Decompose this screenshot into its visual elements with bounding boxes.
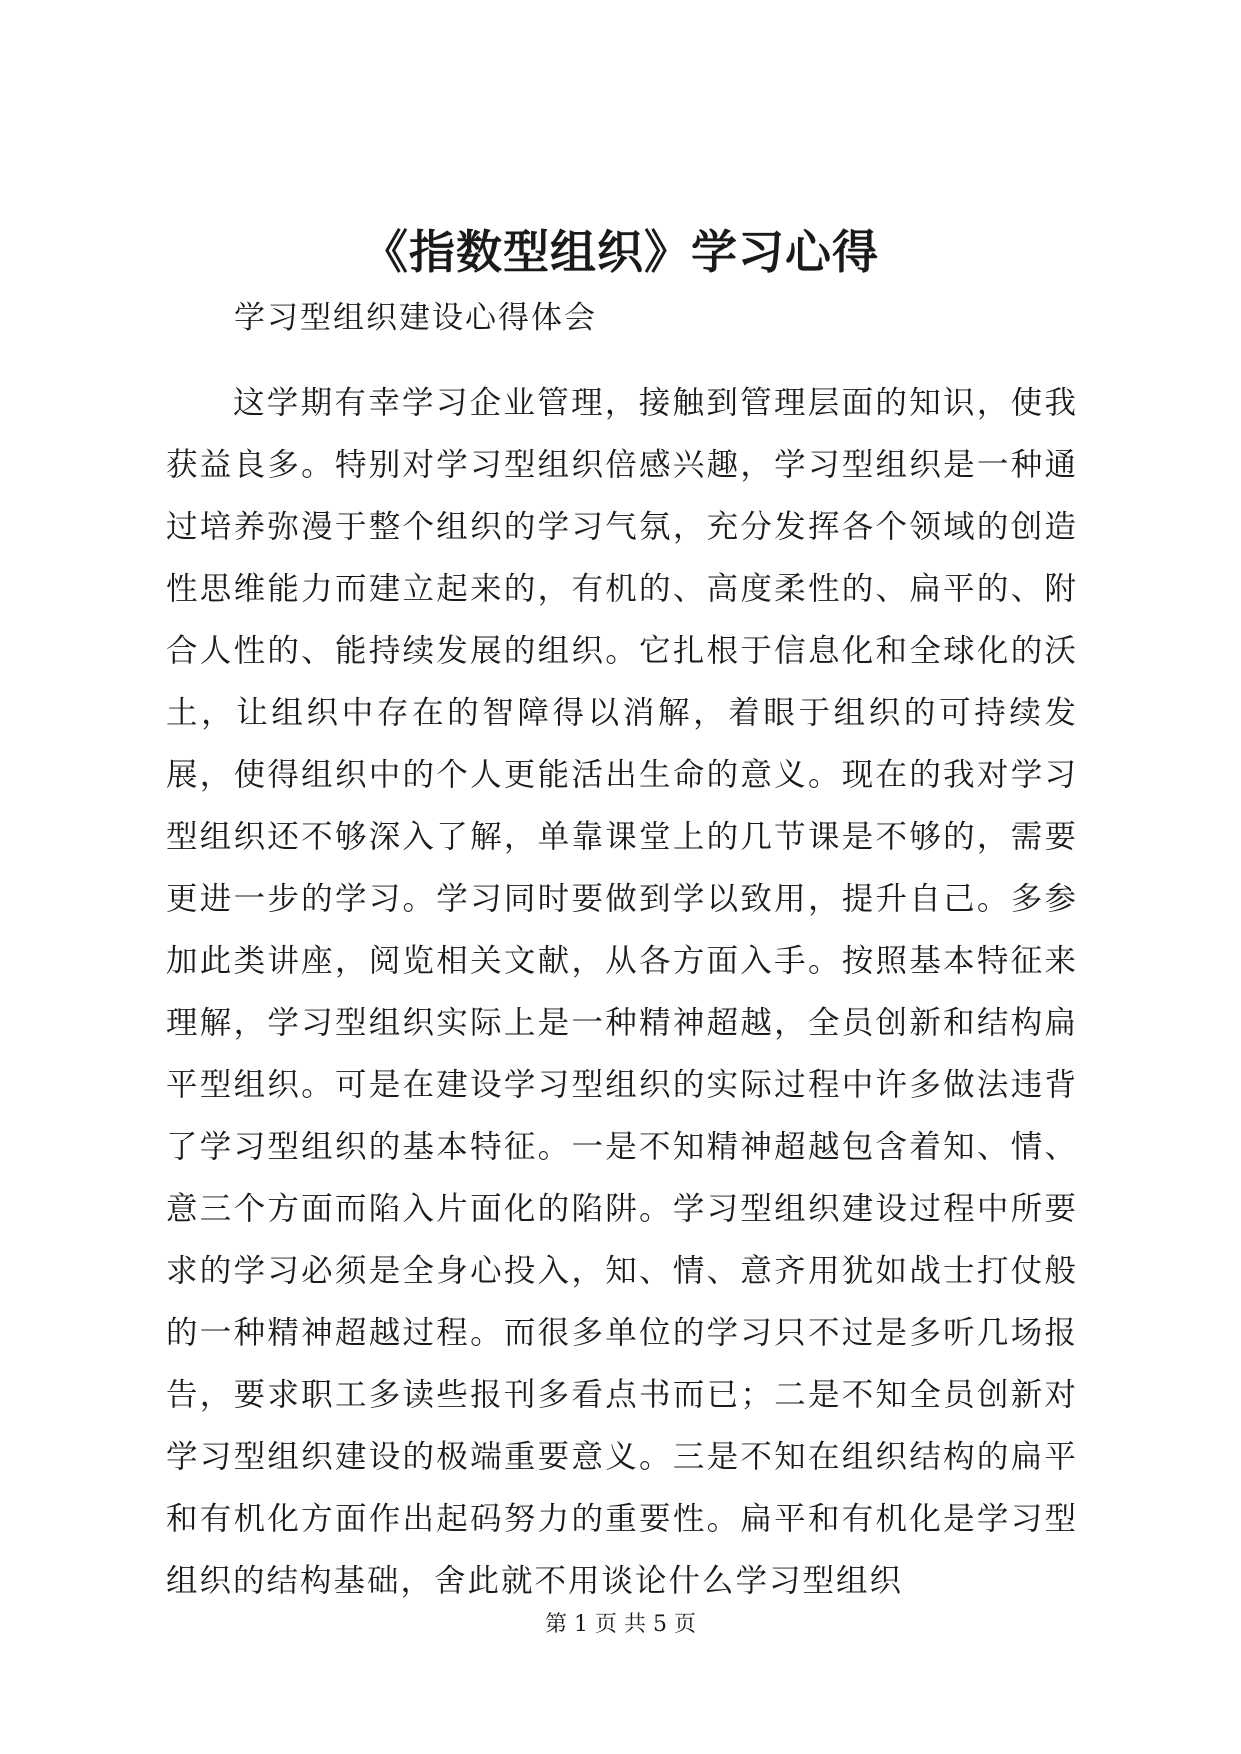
document-title: 《指数型组织》学习心得 (362, 225, 879, 279)
document-subtitle: 学习型组织建设心得体会 (234, 300, 597, 336)
document-body-paragraph: 这学期有幸学习企业管理，接触到管理层面的知识，使我获益良多。特别对学习型组织倍感兴趣，学习型组织是一种通过培养弥漫于整个组织的学习气氛，充分发挥各个领域的创造性思维能力而建立起来的，有机的、高度柔性的、扁平的、附合人性的、能持续发展的组织。它扎根于信息化和全球化的沃土，让组织中存在的智障得以消解，着眼于组织的可持续发展，使得组织中的个人更能活出生命的意义。现在的我对学习型组织还不够深入了解，单靠课堂上的几节课是不够的，需要更进一步的学习。学习同时要做到学以致用，提升自己。多参加此类讲座，阅览相关文献，从各方面入手。按照基本特征来理解，学习型组织实际上是一种精神超越，全员创新和结构扁平型组织。可是在建设学习型组织的实际过程中许多做法违背了学习型组织的基本特征。一是不知精神超越包含着知、情、意三个方面而陷入片面化的陷阱。学习型组织建设过程中所要求的学习必须是全身心投入，知、情、意齐用犹如战士打仗般的一种精神超越过程。而很多单位的学习只不过是多听几场报告，要求职工多读些报刊多看点书而已；二是不知全员创新对学习型组织建设的极端重要意义。三是不知在组织结构的扁平和有机化方面作出起码努力的重要性。扁平和有机化是学习型组织的结构基础，舍此就不用谈论什么学习型组织 (166, 385, 1078, 1599)
page-number-footer: 第 1 页 共 5 页 (545, 1612, 696, 1637)
